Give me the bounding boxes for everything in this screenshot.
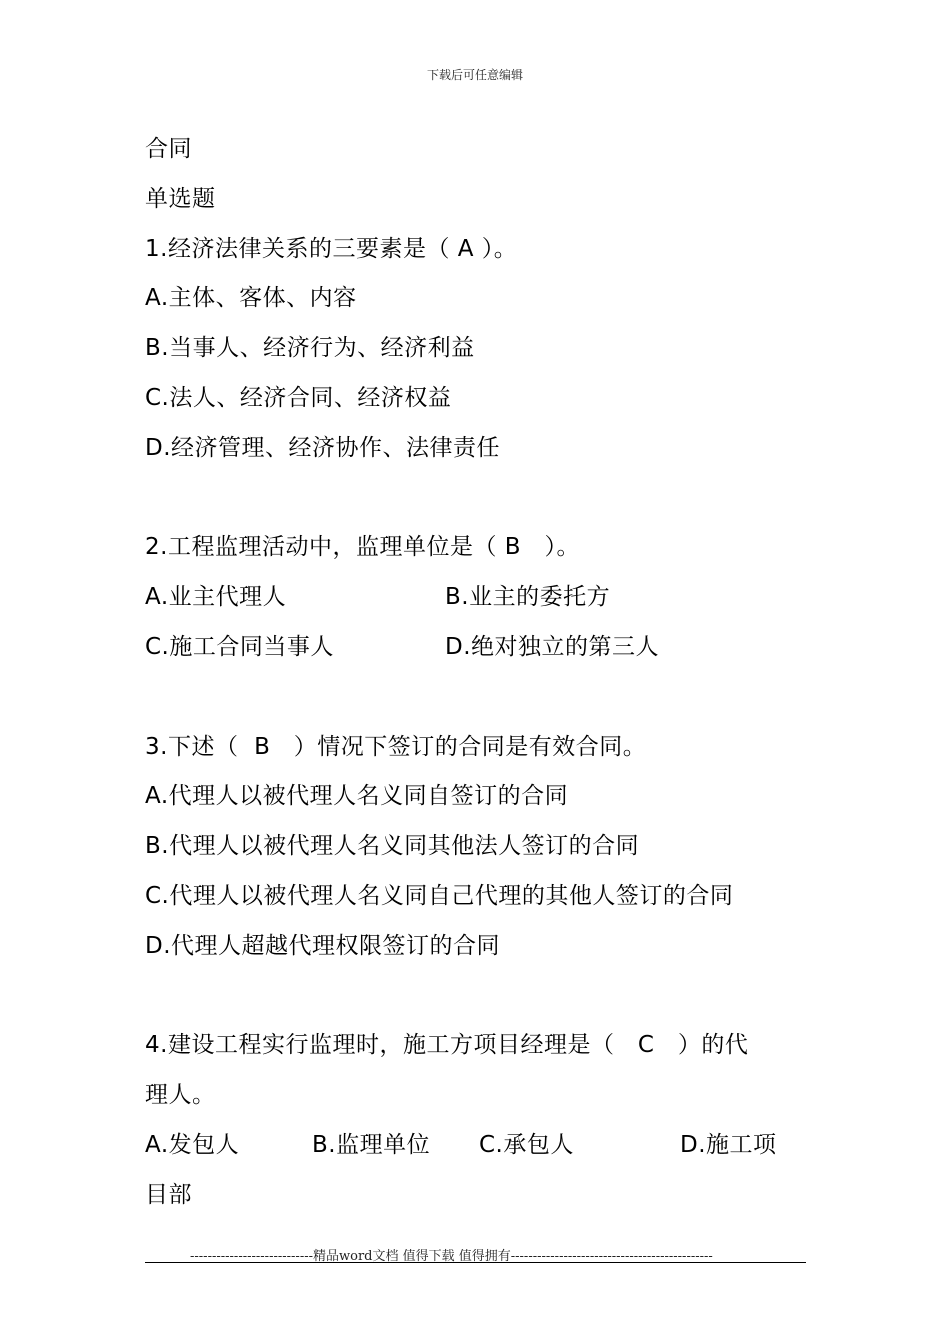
question-3-option-c: C.代理人以被代理人名义同自己代理的其他人签订的合同 [145, 882, 734, 909]
doc-title: 合同 [145, 136, 192, 162]
question-3-stem: 3.下述（ B ）情况下签订的合同是有效合同。 [145, 733, 647, 760]
question-3-option-d: D.代理人超越代理权限签订的合同 [145, 932, 501, 959]
question-2-option-a: A.业主代理人 [145, 584, 287, 611]
question-2-options-row-1 [145, 573, 810, 623]
question-2-option-c: C.施工合同当事人 [145, 633, 334, 660]
question-4-option-d: D.施工项 [680, 1131, 777, 1158]
question-2-option-b: B.业主的委托方 [445, 584, 611, 611]
question-1-option-a: A.主体、客体、内容 [145, 285, 357, 312]
question-2-stem: 2.工程监理活动中，监理单位是（ B ）。 [145, 534, 580, 561]
question-1-option-c: C.法人、经济合同、经济权益 [145, 384, 452, 411]
question-2-options-row-2 [145, 623, 810, 673]
question-1-option-b: B.当事人、经济行为、经济利益 [145, 335, 475, 362]
question-4-option-a: A.发包人 [145, 1131, 240, 1158]
question-4-stem-line-2: 理人。 [145, 1082, 216, 1109]
document-body [145, 125, 810, 1221]
spacer [145, 474, 810, 524]
section-heading: 单选题 [145, 185, 216, 212]
question-3-option-a: A.代理人以被代理人名义同自签订的合同 [145, 783, 569, 810]
spacer [145, 673, 810, 723]
question-2-option-d: D.绝对独立的第三人 [445, 633, 660, 660]
page-footer: ----------------------------精品word文档 值得下载 值得拥有---------------------------------------------- [190, 1249, 713, 1264]
question-4-option-d-continued: 目部 [145, 1181, 192, 1208]
question-4-options-row [145, 1121, 810, 1171]
page-header: 下载后可任意编辑 [426, 68, 523, 82]
question-4-stem-line-1: 4.建设工程实行监理时，施工方项目经理是（ C ）的代 [145, 1032, 749, 1059]
footer-divider [145, 1262, 806, 1263]
question-4-option-c: C.承包人 [479, 1131, 574, 1158]
question-3-option-b: B.代理人以被代理人名义同其他法人签订的合同 [145, 833, 640, 860]
question-4-option-b: B.监理单位 [312, 1131, 431, 1158]
spacer [145, 972, 810, 1022]
question-1-stem: 1.经济法律关系的三要素是（ A ）。 [145, 235, 518, 262]
question-1-option-d: D.经济管理、经济协作、法律责任 [145, 434, 501, 461]
